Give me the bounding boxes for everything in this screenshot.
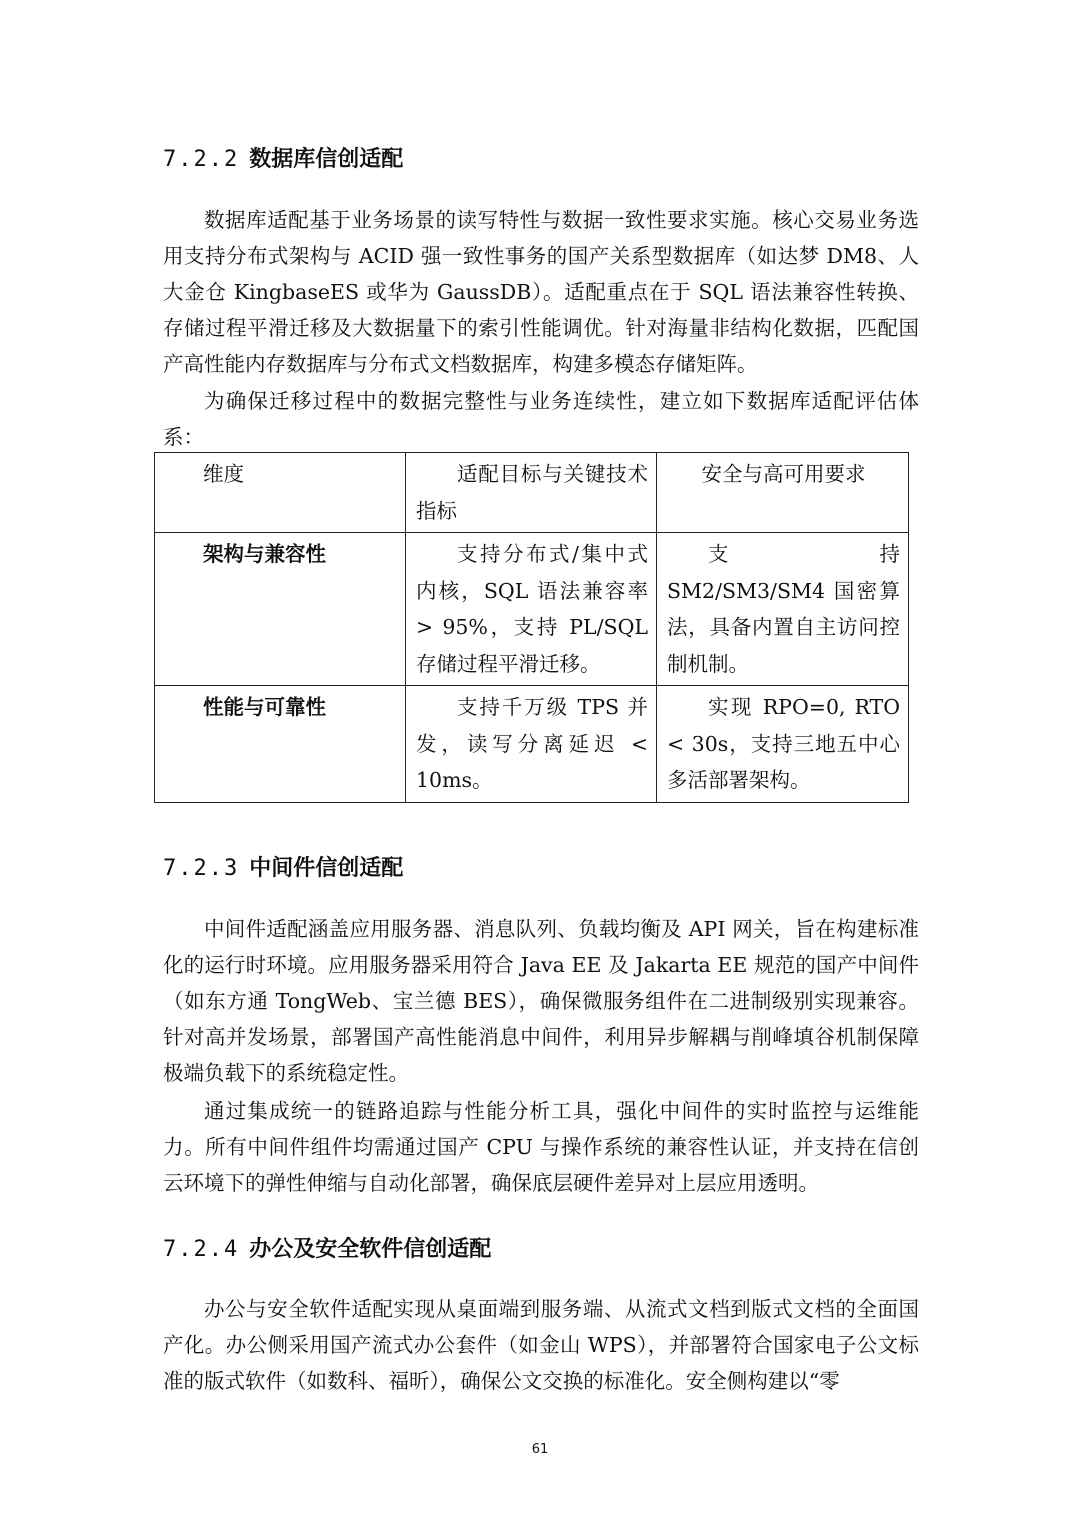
section-number: 7.2.4 xyxy=(163,1237,240,1262)
paragraph: 办公与安全软件适配实现从桌面端到服务端、从流式文档到版式文档的全面国产化。办公侧采用国产流式办公套件（如金山 WPS），并部署符合国家电子公文标准的版式软件（如数科、福昕），确保公文交换的标准化。安全侧构建以“零 xyxy=(163,1297,919,1393)
section-heading-7-2-2 xyxy=(163,145,403,175)
paragraph: 通过集成统一的链路追踪与性能分析工具，强化中间件的实时监控与运维能力。所有中间件组件均需通过国产 CPU 与操作系统的兼容性认证，并支持在信创云环境下的弹性伸缩与自动化部署，确保底层硬件差异对上层应用透明。 xyxy=(163,1099,919,1195)
table-cell: 支持分布式/集中式内核，SQL 语法兼容率 > 95%，支持 PL/SQL 存储过程平滑迁移。 xyxy=(406,533,657,686)
table-cell: 架构与兼容性 xyxy=(155,533,406,686)
table-cell: 性能与可靠性 xyxy=(155,686,406,803)
table-cell: 支 持 SM2/SM3/SM4 国密算法，具备内置自主访问控制机制。 xyxy=(657,533,909,686)
page-number: 61 xyxy=(531,1442,549,1457)
section-title: 中间件信创适配 xyxy=(249,856,404,881)
table-cell: 实现 RPO=0, RTO < 30s，支持三地五中心多活部署架构。 xyxy=(657,686,909,803)
paragraph: 中间件适配涵盖应用服务器、消息队列、负载均衡及 API 网关，旨在构建标准化的运行时环境。应用服务器采用符合 Java EE 及 Jakarta EE 规范的国产中间件（如东方通 TongWeb、宝兰德 BES），确保微服务组件在二进制级别实现兼容。针对高并发场景，部署国产高性能消息中间件，利用异步解耦与削峰填谷机制保障极端负载下的系统稳定性。 xyxy=(163,917,919,1085)
section-heading-7-2-4 xyxy=(163,1235,491,1265)
table-header-cell: 适配目标与关键技术指标 xyxy=(406,453,657,533)
paragraph: 数据库适配基于业务场景的读写特性与数据一致性要求实施。核心交易业务选用支持分布式架构与 ACID 强一致性事务的国产关系型数据库（如达梦 DM8、人大金仓 KingbaseES 或华为 GaussDB）。适配重点在于 SQL 语法兼容性转换、存储过程平滑迁移及大数据量下的索引性能调优。针对海量非结构化数据，匹配国产高性能内存数据库与分布式文档数据库，构建多模态存储矩阵。 xyxy=(163,208,919,376)
section-title: 办公及安全软件信创适配 xyxy=(249,1237,492,1262)
section-number: 7.2.2 xyxy=(163,147,240,172)
table-header-cell: 安全与高可用要求 xyxy=(657,453,909,533)
table-header-row xyxy=(155,453,909,533)
table-row xyxy=(155,533,909,686)
table-header-cell: 维度 xyxy=(155,453,406,533)
table-row xyxy=(155,686,909,803)
table-cell: 支持千万级 TPS 并发，读写分离延迟 < 10ms。 xyxy=(406,686,657,803)
section-title: 数据库信创适配 xyxy=(249,147,404,172)
paragraph: 为确保迁移过程中的数据完整性与业务连续性，建立如下数据库适配评估体系： xyxy=(163,389,919,449)
section-heading-7-2-3 xyxy=(163,854,403,884)
section-number: 7.2.3 xyxy=(163,856,240,881)
database-evaluation-table xyxy=(154,452,909,803)
